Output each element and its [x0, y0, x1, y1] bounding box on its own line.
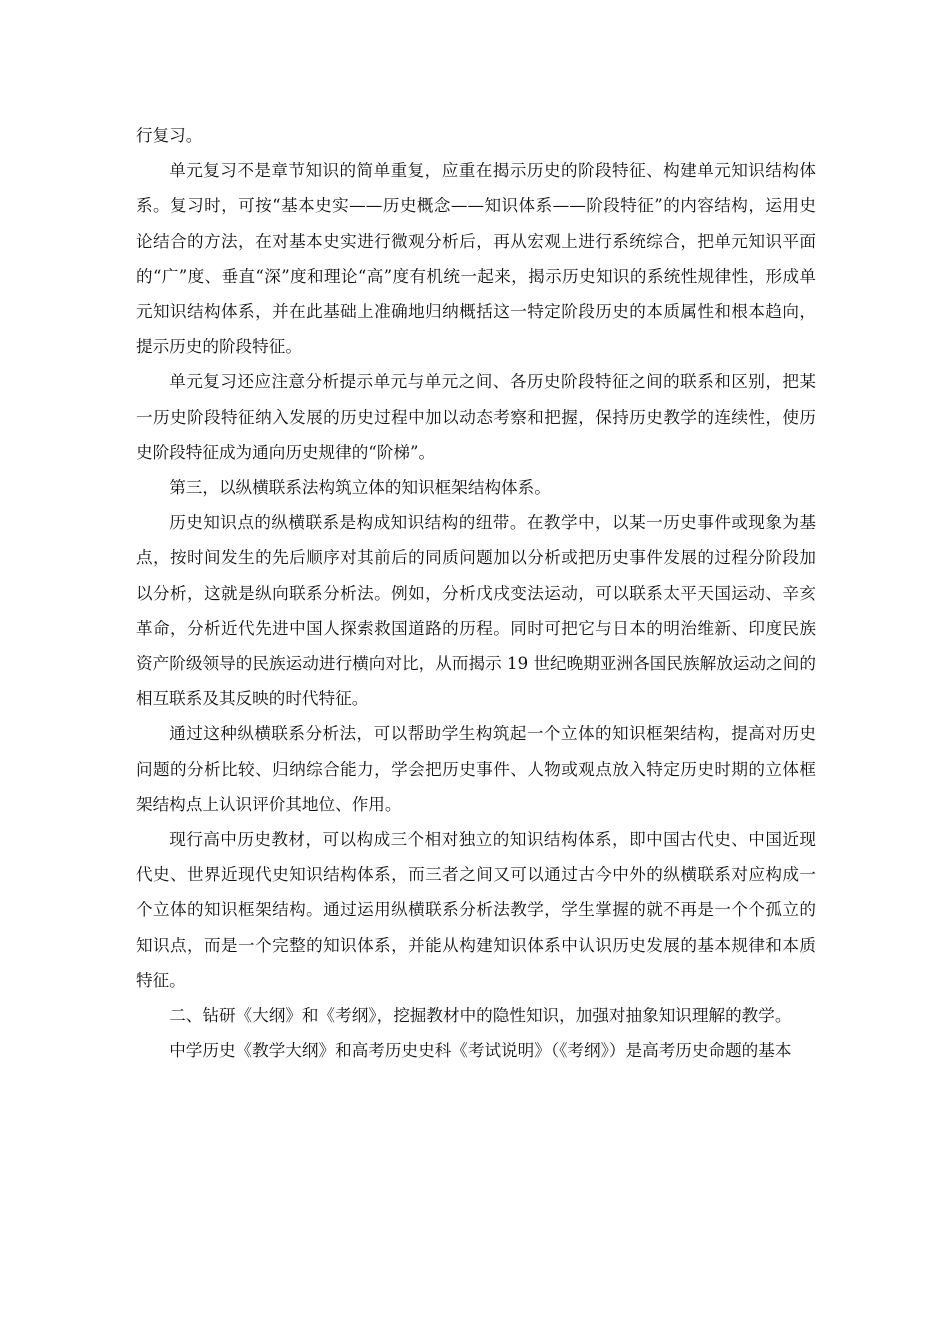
paragraph-continuation: 行复习。: [136, 126, 203, 145]
paragraph-unit-review: 单元复习不是章节知识的简单重复，应重在揭示历史的阶段特征、构建单元知识结构体系。复习时，可按“基本史实——历史概念——知识体系——阶段特征”的内容结构，运用史论结合的方法，在对基本史实进行微观分析后，再从宏观上进行系统综合，把单元知识平面的“广”度、垂直“深”度和理论“高”度有机统一起来，揭示历史知识的系统性规律性，形成单元知识结构体系，并在此基础上准确地归纳概括这一特定阶段历史的本质属性和根本趋向，提示历史的阶段特征。: [136, 161, 816, 357]
paragraph-textbook-systems: 现行高中历史教材，可以构成三个相对独立的知识结构体系，即中国古代史、中国近现代史、世界近现代史知识结构体系，而三者之间又可以通过古今中外的纵横联系对应构成一个立体的知识框架结构。通过运用纵横联系分析法教学，学生掌握的就不再是一个个孤立的知识点，而是一个完整的知识体系，并能从构建知识体系中认识历史发展的基本规律和本质特征。: [136, 830, 816, 990]
paragraph-syllabus: 中学历史《教学大纲》和高考历史史科《考试说明》（《考纲》）是高考历史命题的基本: [169, 1041, 792, 1061]
paragraph-vertical-horizontal: 历史知识点的纵横联系是构成知识结构的纽带。在教学中，以某一历史事件或现象为基点，按时间发生的先后顺序对其前后的同质问题加以分析或把历史事件发展的过程分阶段加以分析，这就是纵向联系分析法。例如，分析戊戌变法运动，可以联系太平天国运动、辛亥革命，分析近代先进中国人探索救国道路的历程。同时可把它与日本的明治维新、印度民族资产阶级领导的民族运动进行横向对比，从而揭示 19 世纪晚期亚洲各国民族解放运动之间的相互联系及其反映的时代特征。: [136, 513, 816, 709]
paragraph-analysis-benefit: 通过这种纵横联系分析法，可以帮助学生构筑起一个立体的知识框架结构，提高对历史问题的分析比较、归纳综合能力，学会把历史事件、人物或观点放入特定历史时期的立体框架结构点上认识评价其地位、作用。: [136, 724, 816, 814]
paragraph-third-point-heading: 第三，以纵横联系法构筑立体的知识框架结构体系。: [169, 478, 551, 498]
document-body: [136, 118, 816, 1068]
paragraph-section-two-heading: 二、钻研《大纲》和《考纲》，挖掘教材中的隐性知识，加强对抽象知识理解的教学。: [169, 1006, 792, 1026]
paragraph-unit-connections: 单元复习还应注意分析提示单元与单元之间、各历史阶段特征之间的联系和区别，把某一历史阶段特征纳入发展的历史过程中加以动态考察和把握，保持历史教学的连续性，使历史阶段特征成为通向历史规律的“阶梯”。: [136, 372, 816, 462]
